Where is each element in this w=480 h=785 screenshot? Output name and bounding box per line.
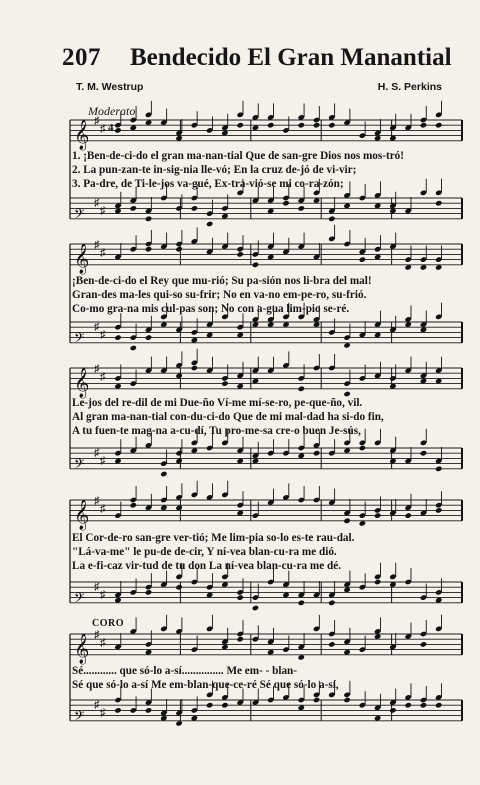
- note-head: [191, 205, 198, 211]
- treble-clef-icon: 𝄞: [74, 499, 90, 530]
- note-head: [420, 641, 427, 647]
- bass-clef-icon: 𝄢: [74, 707, 85, 727]
- sharp-icon: ♯: [94, 115, 100, 127]
- lyric-line: Le-jos del re-dil de mi Due-ño Ví-me mí-se-ro, pe-que-ño, vil.: [72, 397, 363, 409]
- note-head: [145, 589, 152, 595]
- lyric-line: 2. La pun-zan-te in-sig-nia lle-vó; En la cruz de-jó de vi-vir;: [72, 164, 357, 176]
- note-head: [130, 345, 137, 351]
- note-head: [313, 697, 320, 703]
- note-head: [236, 251, 243, 257]
- note-head: [206, 702, 213, 708]
- note-head: [252, 262, 259, 268]
- sharp-icon: ♯: [100, 123, 106, 135]
- note-head: [435, 200, 442, 206]
- note-head: [175, 246, 182, 252]
- note-head: [435, 122, 442, 128]
- note-head: [236, 636, 243, 642]
- lyric-line: Al gran ma-nan-tial con-du-ci-do Que de mi mal-dad ha si-do fin,: [72, 411, 384, 423]
- lyric-line: El Cor-de-ro san-gre ver-tió; Me lim-pia so-lo es-te rau-dal.: [72, 532, 355, 544]
- note-head: [298, 386, 305, 392]
- note-head: [298, 122, 305, 128]
- sharp-icon: ♯: [100, 637, 106, 649]
- bass-clef-icon: 𝄢: [74, 455, 85, 475]
- note-head: [114, 127, 121, 133]
- lyric-line: A tu fuen-te mag-na a-cu-dí, Tu pro-me-sa cre-o buen Je-sús,: [72, 425, 361, 437]
- lyric-line: Sé que só-lo a-sí Me em-blan-que-ce-ré Sé que só-lo a-sí,: [72, 679, 339, 691]
- note-head: [114, 707, 121, 713]
- sharp-icon: ♯: [94, 239, 100, 251]
- note-head: [145, 216, 152, 222]
- sharp-icon: ♯: [94, 363, 100, 375]
- note-head: [145, 334, 152, 340]
- lyric-line: Sé............ que só-lo a-sí............... Me em- - blan-: [72, 665, 297, 677]
- note-head: [313, 450, 320, 456]
- lyricist-credit: T. M. Westrup: [76, 81, 144, 93]
- sharp-icon: ♯: [94, 581, 100, 593]
- note-head: [328, 641, 335, 647]
- chorus-label: CORO: [92, 618, 124, 629]
- note-head: [298, 205, 305, 211]
- sharp-icon: ♯: [94, 321, 100, 333]
- note-head: [236, 122, 243, 128]
- note-head: [298, 600, 305, 606]
- composer-credit: H. S. Perkins: [377, 81, 442, 93]
- note-head: [435, 507, 442, 513]
- sharp-icon: ♯: [100, 329, 106, 341]
- note-head: [221, 702, 228, 708]
- sharp-icon: ♯: [100, 707, 106, 719]
- sharp-icon: ♯: [100, 455, 106, 467]
- treble-clef-icon: 𝄞: [74, 243, 90, 274]
- note-head: [435, 702, 442, 708]
- note-head: [206, 221, 213, 227]
- note-head: [267, 122, 274, 128]
- bass-clef-icon: 𝄢: [74, 589, 85, 609]
- note-head: [404, 512, 411, 518]
- note-head: [328, 216, 335, 222]
- time-signature: 4: [108, 122, 114, 134]
- lyric-line: Gran-des ma-les qui-so su-frir; No en va-no em-pe-ro, su-frió.: [72, 289, 367, 301]
- tempo-marking: Moderato: [88, 104, 136, 118]
- note-head: [175, 584, 182, 590]
- note-head: [328, 600, 335, 606]
- sharp-icon: ♯: [94, 629, 100, 641]
- lyric-line: ¡Ben-de-ci-do el Rey que mu-rió; Su pa-sión nos li-bra del mal!: [72, 275, 372, 287]
- note-head: [282, 200, 289, 206]
- treble-clef-icon: 𝄞: [74, 633, 90, 664]
- note-head: [236, 594, 243, 600]
- sharp-icon: ♯: [100, 503, 106, 515]
- sharp-icon: ♯: [94, 495, 100, 507]
- note-head: [420, 450, 427, 456]
- note-head: [252, 605, 259, 611]
- note-head: [374, 512, 381, 518]
- bass-clef-icon: 𝄢: [74, 205, 85, 225]
- note-head: [404, 702, 411, 708]
- treble-clef-icon: 𝄞: [74, 367, 90, 398]
- note-head: [420, 122, 427, 128]
- lyric-line: 1. ¡Ben-de-ci-do el gran ma-nan-tial Que de san-gre Dios nos mos-tró!: [72, 150, 404, 162]
- note-head: [114, 334, 121, 340]
- bass-clef-icon: 𝄢: [74, 329, 85, 349]
- sharp-icon: ♯: [100, 247, 106, 259]
- sharp-icon: ♯: [100, 205, 106, 217]
- sharp-icon: ♯: [94, 699, 100, 711]
- note-head: [130, 502, 137, 508]
- note-head: [389, 707, 396, 713]
- note-head: [374, 579, 381, 585]
- treble-clef-icon: 𝄞: [74, 119, 90, 150]
- hymn-number: 207: [62, 44, 101, 71]
- lyric-line: Co-mo gra-na mis cul-pas son; No con a-gua lim-pio se-ré.: [72, 303, 350, 315]
- lyric-line: 3. Pa-dre, de Ti-le-jos va-gué, Ex-tra-vió-se mi co-ra-zón;: [72, 178, 344, 190]
- note-head: [130, 205, 137, 211]
- note-head: [343, 518, 350, 524]
- note-head: [435, 466, 442, 472]
- note-head: [160, 471, 167, 477]
- sharp-icon: ♯: [100, 371, 106, 383]
- lyric-line: La e-fi-caz vir-tud de tu don La ní-vea blan-cu-ra me dé.: [72, 560, 341, 572]
- note-head: [221, 380, 228, 386]
- note-head: [359, 256, 366, 262]
- note-head: [191, 365, 198, 371]
- sharp-icon: ♯: [94, 447, 100, 459]
- note-head: [420, 702, 427, 708]
- sharp-icon: ♯: [100, 589, 106, 601]
- note-head: [313, 122, 320, 128]
- lyric-line: "Lá-va-me" le pu-de de-cir, Y ní-vea blan-cu-ra me dió.: [72, 546, 337, 558]
- note-head: [343, 697, 350, 703]
- note-head: [328, 122, 335, 128]
- note-head: [145, 707, 152, 713]
- hymn-title: Bendecido El Gran Manantial: [130, 44, 452, 71]
- note-head: [145, 246, 152, 252]
- note-head: [359, 445, 366, 451]
- sharp-icon: ♯: [94, 197, 100, 209]
